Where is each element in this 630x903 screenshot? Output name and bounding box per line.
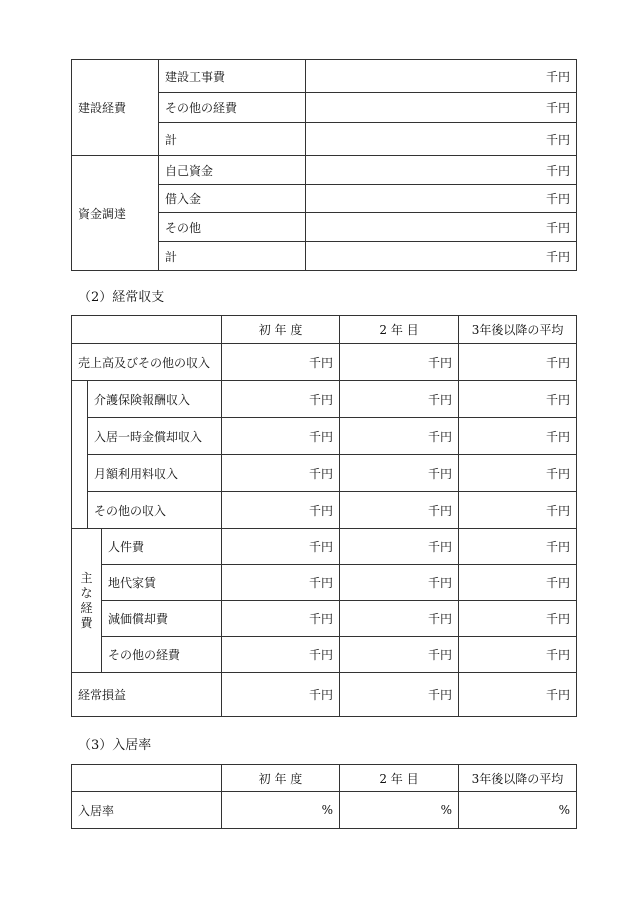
- header-year3-avg: 3年後以降の平均: [459, 765, 577, 792]
- revenue-item-value: 千円: [459, 492, 577, 529]
- revenue-item-label: 介護保険報酬収入: [88, 381, 222, 418]
- revenue-item-value: 千円: [222, 381, 340, 418]
- revenue-item-value: 千円: [459, 418, 577, 455]
- construction-label: 建設経費: [72, 60, 159, 156]
- revenue-item-value: 千円: [222, 492, 340, 529]
- expense-item-value: 千円: [340, 529, 459, 565]
- header-year2: 2 年 目: [340, 316, 459, 344]
- expense-item-value: 千円: [459, 529, 577, 565]
- construction-value: 千円: [306, 93, 577, 123]
- ordinary-profit-value: 千円: [222, 673, 340, 717]
- revenue-total-value: 千円: [340, 344, 459, 381]
- revenue-item-value: 千円: [340, 455, 459, 492]
- income-expense-table: [71, 315, 577, 717]
- revenue-item-label: 月額利用料収入: [88, 455, 222, 492]
- expense-item-label: その他の経費: [102, 637, 222, 673]
- expense-item-value: 千円: [222, 637, 340, 673]
- section2-title: （2）経常収支: [78, 290, 165, 305]
- construction-item: 計: [159, 123, 306, 156]
- revenue-total-label: 売上高及びその他の収入: [72, 344, 222, 381]
- construction-value: 千円: [306, 123, 577, 156]
- construction-item: 建設工事費: [159, 60, 306, 93]
- revenue-item-value: 千円: [340, 492, 459, 529]
- construction-item: その他の経費: [159, 93, 306, 123]
- funding-value: 千円: [306, 156, 577, 185]
- expense-item-value: 千円: [459, 637, 577, 673]
- construction-value: 千円: [306, 60, 577, 93]
- revenue-indent: [72, 381, 88, 529]
- header-year1: 初 年 度: [222, 316, 340, 344]
- revenue-item-label: その他の収入: [88, 492, 222, 529]
- occupancy-value: %: [459, 792, 577, 829]
- expense-item-value: 千円: [340, 601, 459, 637]
- revenue-total-value: 千円: [459, 344, 577, 381]
- occupancy-value: %: [222, 792, 340, 829]
- main-expenses-group-label: 主 な 経 費: [72, 529, 102, 673]
- ordinary-profit-value: 千円: [459, 673, 577, 717]
- header-year2: 2 年 目: [340, 765, 459, 792]
- revenue-item-value: 千円: [222, 455, 340, 492]
- expense-item-value: 千円: [222, 565, 340, 601]
- expense-item-label: 地代家賃: [102, 565, 222, 601]
- funding-item: 計: [159, 242, 306, 271]
- section3-title: （3）入居率: [78, 738, 152, 753]
- revenue-item-value: 千円: [459, 381, 577, 418]
- revenue-total-value: 千円: [222, 344, 340, 381]
- revenue-item-value: 千円: [222, 418, 340, 455]
- occupancy-label: 入居率: [72, 792, 222, 829]
- funding-item: その他: [159, 213, 306, 242]
- funding-item: 自己資金: [159, 156, 306, 185]
- expense-item-value: 千円: [340, 565, 459, 601]
- funding-value: 千円: [306, 185, 577, 213]
- funding-value: 千円: [306, 213, 577, 242]
- revenue-item-value: 千円: [340, 381, 459, 418]
- header-year1: 初 年 度: [222, 765, 340, 792]
- occupancy-table: [71, 764, 577, 829]
- expense-item-value: 千円: [459, 601, 577, 637]
- ordinary-profit-label: 経常損益: [72, 673, 222, 717]
- header-blank: [72, 316, 222, 344]
- funding-value: 千円: [306, 242, 577, 271]
- revenue-item-value: 千円: [340, 418, 459, 455]
- construction-funding-table: [71, 59, 577, 271]
- revenue-item-value: 千円: [459, 455, 577, 492]
- expense-item-label: 人件費: [102, 529, 222, 565]
- funding-label: 資金調達: [72, 156, 159, 271]
- occupancy-value: %: [340, 792, 459, 829]
- expense-item-value: 千円: [222, 601, 340, 637]
- ordinary-profit-value: 千円: [340, 673, 459, 717]
- expense-item-value: 千円: [222, 529, 340, 565]
- header-blank: [72, 765, 222, 792]
- expense-item-label: 減価償却費: [102, 601, 222, 637]
- funding-item: 借入金: [159, 185, 306, 213]
- expense-item-value: 千円: [459, 565, 577, 601]
- header-year3-avg: 3年後以降の平均: [459, 316, 577, 344]
- expense-item-value: 千円: [340, 637, 459, 673]
- revenue-item-label: 入居一時金償却収入: [88, 418, 222, 455]
